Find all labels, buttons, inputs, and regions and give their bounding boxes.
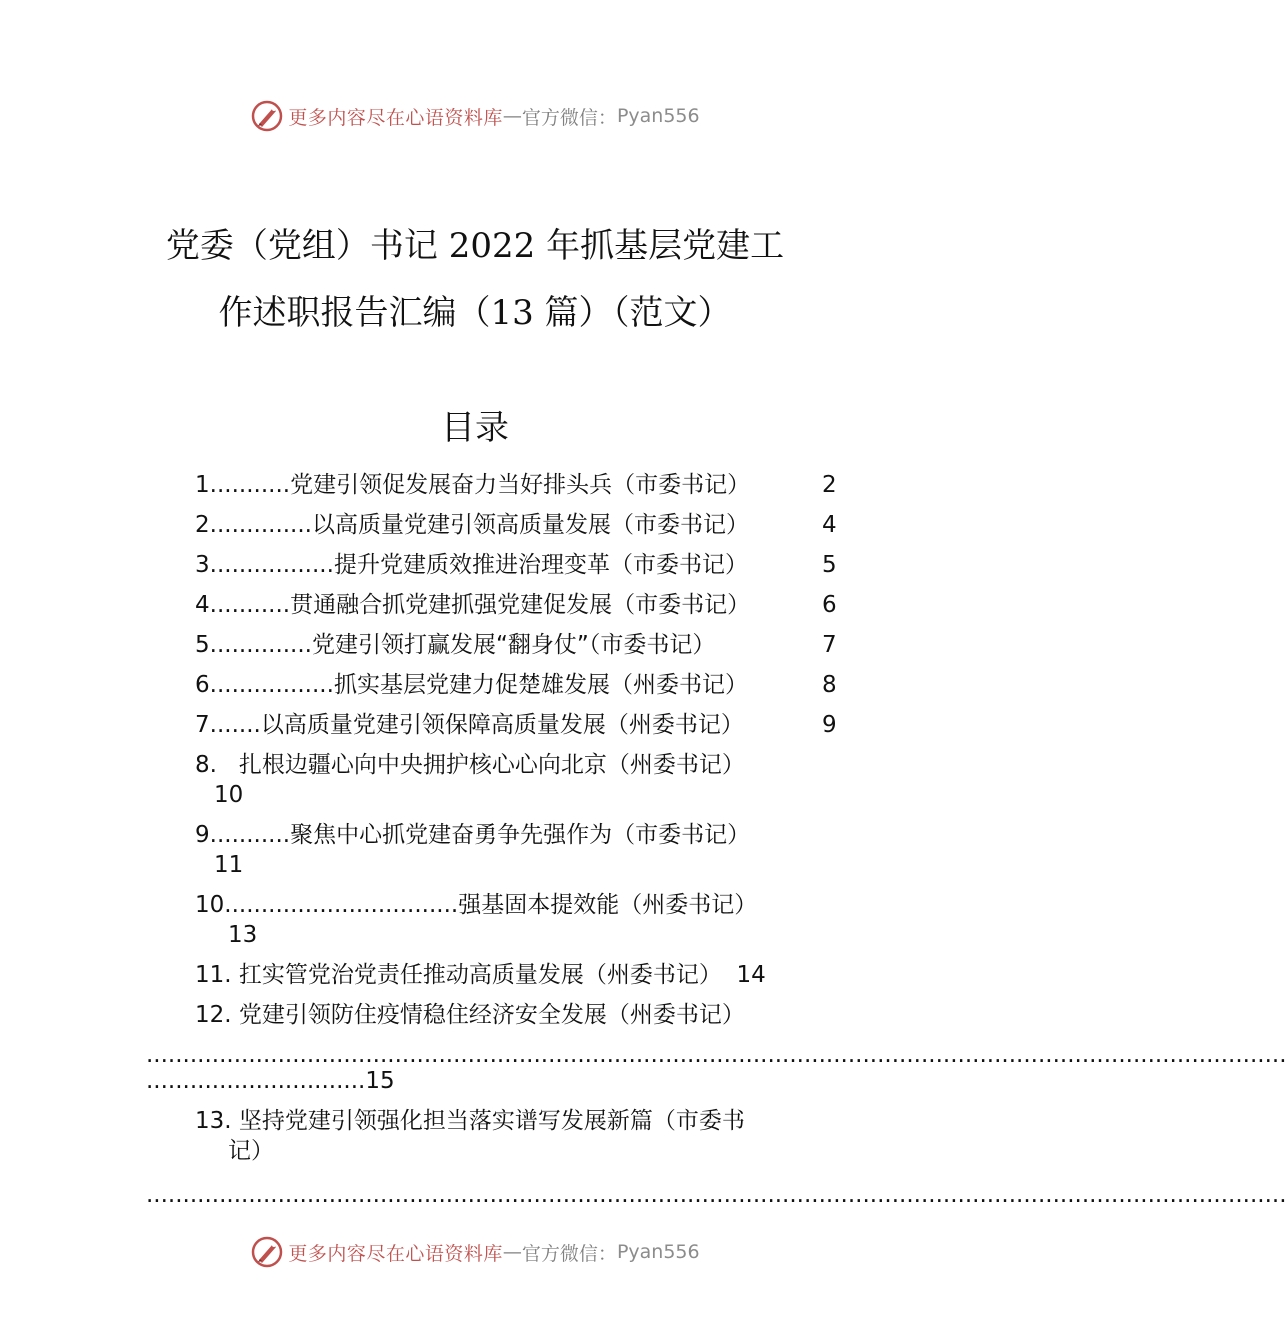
toc-item-13[interactable]: 13. 坚持党建引领强化担当落实谱写发展新篇（市委书 xyxy=(195,1108,745,1134)
banner-dash: — xyxy=(502,1241,522,1263)
toc-item-10[interactable]: 10................................强基固本提效能（州委书记） xyxy=(195,892,758,918)
toc-item-12-tail: ..............................15 xyxy=(146,1068,395,1094)
toc-page-2: 4 xyxy=(822,512,837,538)
toc-item-5[interactable]: 5..............党建引领打赢发展“翻身仗”（市委书记） xyxy=(195,632,716,658)
toc-page-10: 13 xyxy=(228,922,258,948)
doc-title-line2: 作述职报告汇编（13 篇）（范文） xyxy=(218,293,732,333)
toc-item-12-dots: ............................................................................................................................................................ xyxy=(146,1042,1287,1068)
footer-banner xyxy=(0,1232,950,1272)
banner-wechat-label: 官方微信： xyxy=(521,106,617,129)
toc-item-11[interactable]: 11. 扛实管党治党责任推动高质量发展（州委书记） 14 xyxy=(195,962,766,988)
toc-item-6[interactable]: 6.................抓实基层党建力促楚雄发展（州委书记） xyxy=(195,672,748,698)
toc-item-7[interactable]: 7.......以高质量党建引领保障高质量发展（州委书记） xyxy=(195,712,744,738)
toc-item-1[interactable]: 1...........党建引领促发展奋力当好排头兵（市委书记） xyxy=(195,472,751,498)
banner-text: 更多内容尽在心语资料库 xyxy=(288,106,503,129)
toc-page-1: 2 xyxy=(822,472,837,498)
banner-text: 更多内容尽在心语资料库 xyxy=(288,1242,503,1265)
toc-page-6: 8 xyxy=(822,672,837,698)
toc-page-12: 15 xyxy=(365,1068,395,1094)
banner-dash: — xyxy=(502,105,522,127)
toc-item-12[interactable]: 12. 党建引领防住疫情稳住经济安全发展（州委书记） xyxy=(195,1002,745,1028)
toc-page-3: 5 xyxy=(822,552,837,578)
toc-item-4[interactable]: 4...........贯通融合抓党建抓强党建促发展（市委书记） xyxy=(195,592,751,618)
toc-item-2[interactable]: 2..............以高质量党建引领高质量发展（市委书记） xyxy=(195,512,749,538)
toc-heading: 目录 xyxy=(441,408,509,448)
pen-logo-icon xyxy=(250,99,284,133)
banner-wechat-label: 官方微信： xyxy=(521,1242,617,1265)
toc-page-7: 9 xyxy=(822,712,837,738)
toc-page-9: 11 xyxy=(214,852,244,878)
doc-title-line1: 党委（党组）书记 2022 年抓基层党建工 xyxy=(165,226,785,266)
toc-page-4: 6 xyxy=(822,592,837,618)
toc-item-8[interactable]: 8. 扎根边疆心向中央拥护核心心向北京（州委书记） xyxy=(195,752,745,778)
toc-page-11: 14 xyxy=(736,962,766,988)
toc-page-8: 10 xyxy=(214,782,244,808)
toc-item-13-dots: ............................................................................................................................................................ xyxy=(146,1182,1287,1208)
toc-item-13-cont: 记） xyxy=(228,1138,274,1164)
pen-logo-icon xyxy=(250,1235,284,1269)
toc-page-5: 7 xyxy=(822,632,837,658)
header-banner xyxy=(0,96,950,136)
banner-wechat-id: Pyan556 xyxy=(616,1241,700,1263)
toc-item-9[interactable]: 9...........聚焦中心抓党建奋勇争先强作为（市委书记） xyxy=(195,822,751,848)
toc-item-3[interactable]: 3.................提升党建质效推进治理变革（市委书记） xyxy=(195,552,748,578)
banner-wechat-id: Pyan556 xyxy=(616,105,700,127)
